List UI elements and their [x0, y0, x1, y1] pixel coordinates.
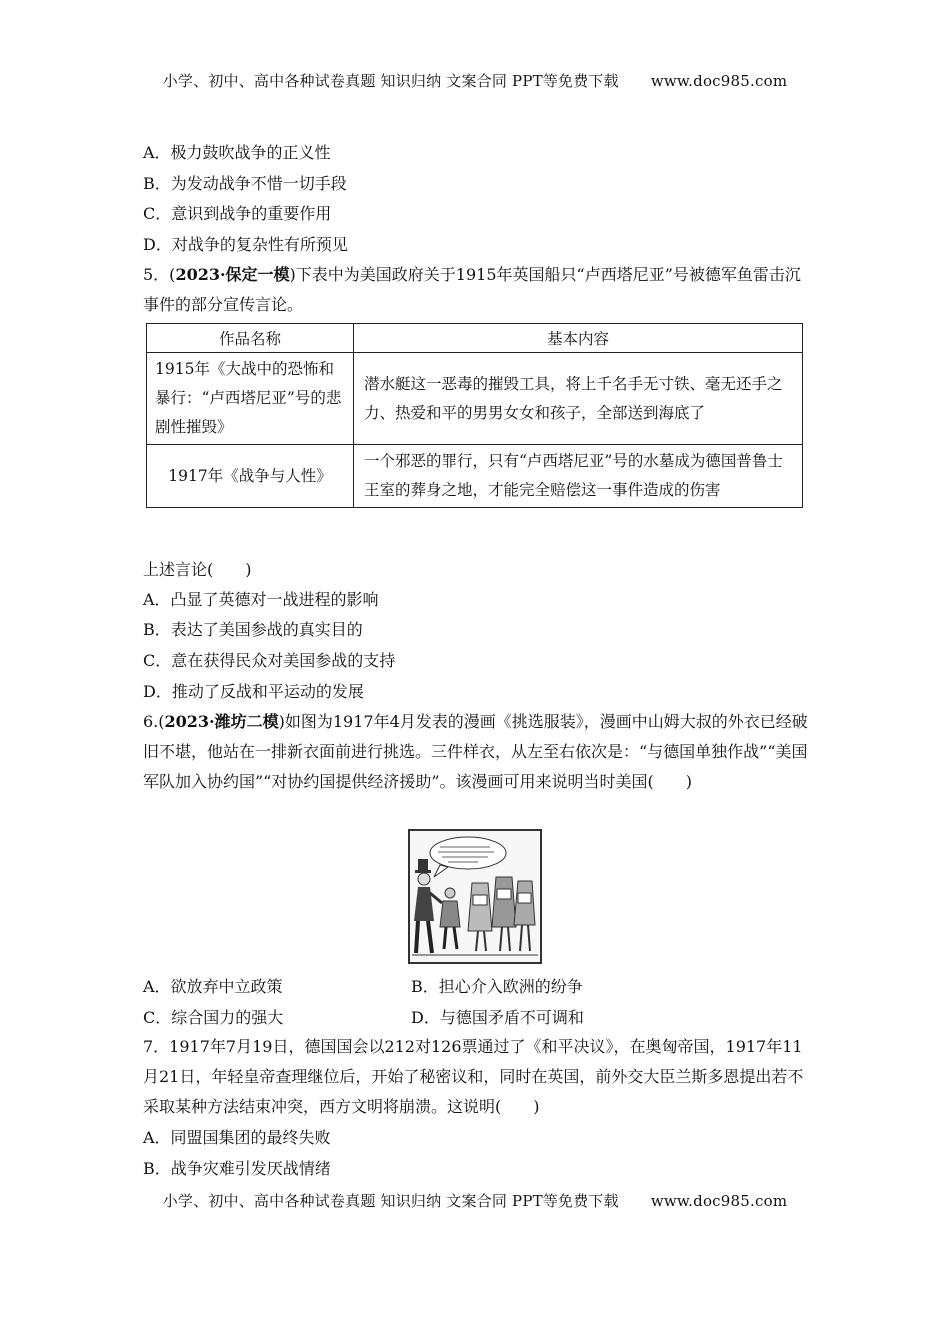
q6-stem	[143, 707, 811, 797]
q6-option-c: C．综合国力的强大	[143, 1008, 284, 1027]
q5-table	[146, 323, 803, 508]
table-header-cell: 基本内容	[354, 324, 803, 353]
q6-option-b: B．担心介入欧洲的纷争	[411, 977, 583, 996]
table-header-cell: 作品名称	[147, 324, 354, 353]
q5-source: 2023·保定一模	[175, 265, 290, 284]
table-row	[147, 353, 803, 445]
q6-number: 6.(	[143, 712, 165, 731]
q5-option-b: B．表达了美国参战的真实目的	[143, 620, 363, 639]
q4-option-a: A．极力鼓吹战争的正义性	[143, 143, 331, 162]
q5-question: 上述言论( )	[143, 560, 252, 579]
q5-stem-text: )下表中为美国政府关于1915年英国船只“卢西塔尼亚”号被德军鱼雷击沉事件的部分宣传言论。	[143, 265, 801, 314]
q5-option-a: A．凸显了英德对一战进程的影响	[143, 590, 379, 609]
q7-stem: 7．1917年7月19日，德国国会以212对126票通过了《和平决议》，在奥匈帝国，1917年11月21日，年轻皇帝查理继位后，开始了秘密议和，同时在英国，前外交大臣兰斯多恩提出若不采取某种方法结束冲突，西方文明将崩溃。这说明( )	[143, 1037, 804, 1116]
page-footer	[0, 1190, 950, 1211]
q6-option-d: D．与德国矛盾不可调和	[411, 1008, 584, 1027]
footer-url[interactable]: www.doc985.com	[650, 1192, 788, 1210]
q4-option-b: B．为发动战争不惜一切手段	[143, 174, 347, 193]
header-url[interactable]: www.doc985.com	[650, 72, 788, 90]
q6-stem-text: )如图为1917年4月发表的漫画《挑选服装》，漫画中山姆大叔的外衣已经破旧不堪，他站在一排新衣面前进行挑选。三件样衣，从左至右依次是：“与德国单独作战”“美国军队加入协约国”“对协约国提供经济援助”。该漫画可用来说明当时美国( )	[143, 712, 808, 791]
table-cell: 1915年《大战中的恐怖和暴行：“卢西塔尼亚”号的悲剧性摧毁》	[147, 353, 354, 445]
q5-option-c: C．意在获得民众对美国参战的支持	[143, 651, 396, 670]
q5-stem	[143, 260, 811, 320]
table-cell: 1917年《战争与人性》	[147, 445, 354, 508]
q7-option-b: B．战争灾难引发厌战情绪	[143, 1159, 331, 1178]
q6-source: 2023·潍坊二模	[164, 712, 279, 731]
q7-option-a: A．同盟国集团的最终失败	[143, 1128, 331, 1147]
q4-option-c: C．意识到战争的重要作用	[143, 204, 332, 223]
q6-option-a: A．欲放弃中立政策	[143, 977, 283, 996]
table-header-row	[147, 324, 803, 353]
q5-number: 5．(	[143, 265, 176, 284]
q5-option-d: D．推动了反战和平运动的发展	[143, 682, 364, 701]
page-header	[0, 70, 950, 91]
table-row	[147, 445, 803, 508]
header-text: 小学、初中、高中各种试卷真题 知识归纳 文案合同 PPT等免费下载	[162, 72, 619, 90]
q4-option-d: D．对战争的复杂性有所预见	[143, 235, 348, 254]
cartoon-image	[408, 829, 542, 964]
table-cell: 一个邪恶的罪行，只有“卢西塔尼亚”号的水墓成为德国普鲁士王室的葬身之地，才能完全赔偿这一事件造成的伤害	[354, 445, 803, 508]
table-cell: 潜水艇这一恶毒的摧毁工具，将上千名手无寸铁、毫无还手之力、热爱和平的男男女女和孩子，全部送到海底了	[354, 353, 803, 445]
cartoon-drawing	[410, 831, 540, 962]
footer-text: 小学、初中、高中各种试卷真题 知识归纳 文案合同 PPT等免费下载	[162, 1192, 619, 1210]
